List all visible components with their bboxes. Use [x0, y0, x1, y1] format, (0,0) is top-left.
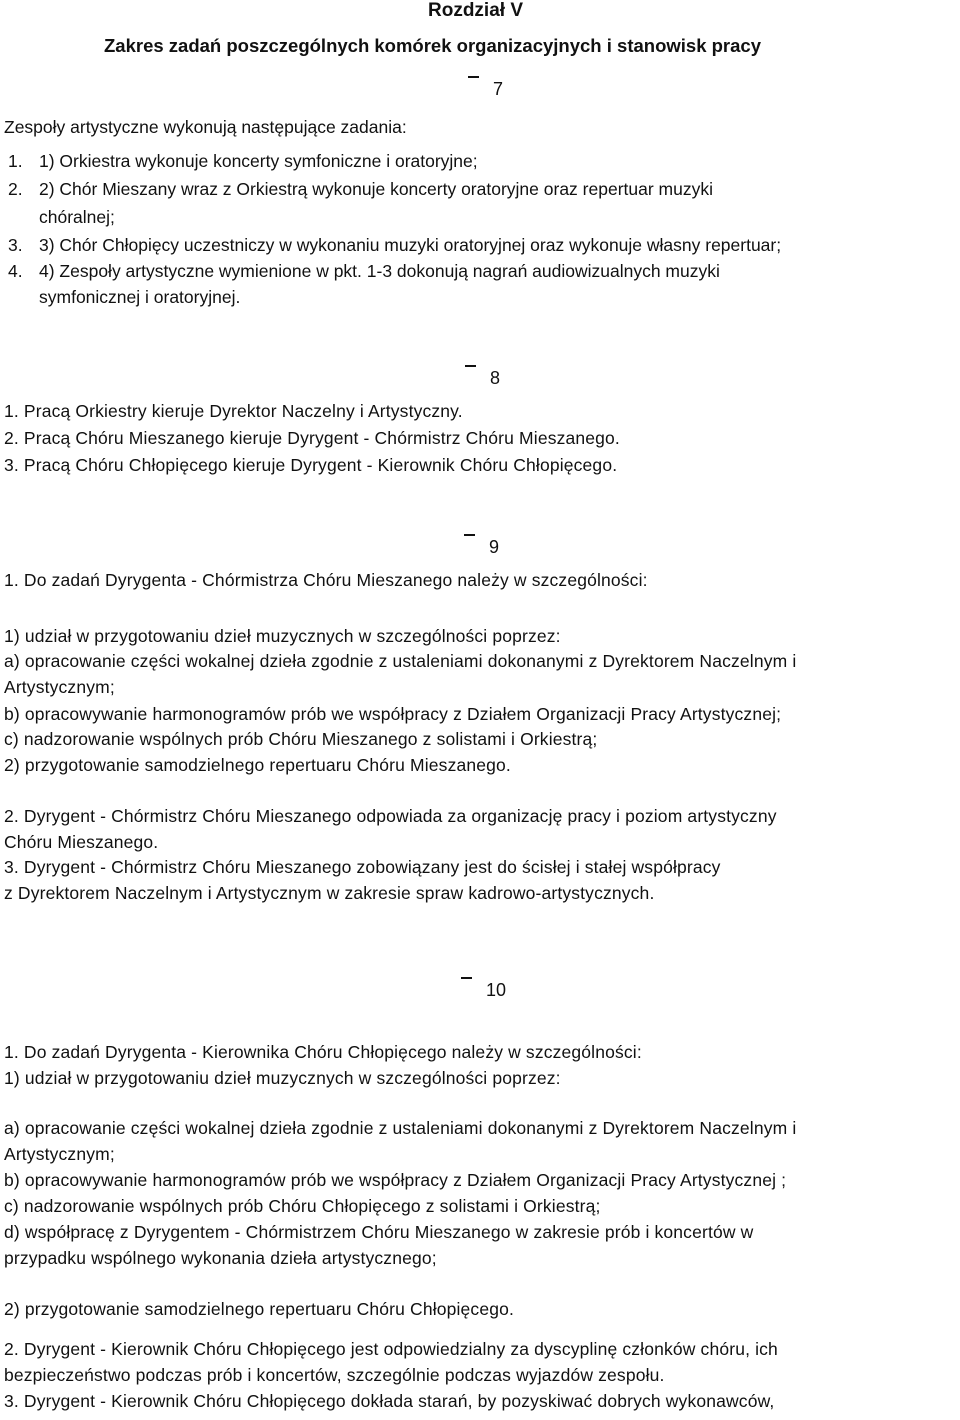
list-item-continuation: symfonicznej i oratoryjnej.	[39, 287, 241, 307]
paragraph-line: a) opracowanie części wokalnej dzieła zgodnie z ustaleniami dokonanymi z Dyrektorem Naczelnym i	[4, 1118, 797, 1138]
paragraph-line: z Dyrektorem Naczelnym i Artystycznym w zakresie spraw kadrowo-artystycznych.	[4, 883, 655, 903]
paragraph-line: Chóru Mieszanego.	[4, 832, 159, 852]
paragraph-line: b) opracowywanie harmonogramów prób we współpracy z Działem Organizacji Pracy Artystycznej ;	[4, 1170, 787, 1190]
paragraph-line: 1. Pracą Orkiestry kieruje Dyrektor Naczelny i Artystyczny.	[4, 401, 463, 421]
list-item-text: 2) Chór Mieszany wraz z Orkiestrą wykonuje koncerty oratoryjne oraz repertuar muzyki	[39, 179, 713, 199]
list-item-number: 4.	[8, 261, 23, 281]
paragraph-line: c) nadzorowanie wspólnych prób Chóru Mieszanego z solistami i Orkiestrą;	[4, 729, 598, 749]
paragraph-line: 1) udział w przygotowaniu dzieł muzycznych w szczególności poprzez:	[4, 1068, 561, 1088]
section-8-number: 8	[465, 365, 500, 389]
paragraph-line: 1. Do zadań Dyrygenta - Kierownika Chóru Chłopięcego należy w szczególności:	[4, 1042, 642, 1062]
paragraph-line: 3. Dyrygent - Kierownik Chóru Chłopięcego dokłada starań, by pozyskiwać dobrych wykonawców,	[4, 1391, 775, 1411]
paragraph-line: Artystycznym;	[4, 677, 115, 697]
paragraph-line: 1) udział w przygotowaniu dzieł muzycznych w szczególności poprzez:	[4, 626, 561, 646]
paragraph-line: 3. Dyrygent - Chórmistrz Chóru Mieszanego zobowiązany jest do ścisłej i stałej współpracy	[4, 857, 721, 877]
list-item-text: 3) Chór Chłopięcy uczestniczy w wykonaniu muzyki oratoryjnej oraz wykonuje własny repertuar;	[39, 235, 782, 255]
list-item-number: 1.	[8, 151, 23, 171]
list-item-text: 4) Zespoły artystyczne wymienione w pkt. 1-3 dokonują nagrań audiowizualnych muzyki	[39, 261, 720, 281]
section-9-number: 9	[464, 534, 499, 558]
section-10-number: 10	[461, 977, 506, 1001]
paragraph-line: 3. Pracą Chóru Chłopięcego kieruje Dyrygent - Kierownik Chóru Chłopięcego.	[4, 455, 618, 475]
list-item-text: 1) Orkiestra wykonuje koncerty symfoniczne i oratoryjne;	[39, 151, 478, 171]
paragraph-line: c) nadzorowanie wspólnych prób Chóru Chłopięcego z solistami i Orkiestrą;	[4, 1196, 601, 1216]
section-7-number: 7	[468, 76, 503, 100]
paragraph-line: 2. Dyrygent - Chórmistrz Chóru Mieszanego odpowiada za organizację pracy i poziom artystyczny	[4, 806, 777, 826]
paragraph-line: b) opracowywanie harmonogramów prób we współpracy z Działem Organizacji Pracy Artystycznej;	[4, 704, 782, 724]
paragraph-line: d) współpracę z Dyrygentem - Chórmistrzem Chóru Mieszanego w zakresie prób i koncertów w	[4, 1222, 754, 1242]
paragraph-line: 2) przygotowanie samodzielnego repertuaru Chóru Mieszanego.	[4, 755, 511, 775]
paragraph-line: Artystycznym;	[4, 1144, 115, 1164]
paragraph-line: 2. Pracą Chóru Mieszanego kieruje Dyrygent - Chórmistrz Chóru Mieszanego.	[4, 428, 620, 448]
list-item-number: 3.	[8, 235, 23, 255]
paragraph-line: 2) przygotowanie samodzielnego repertuaru Chóru Chłopięcego.	[4, 1299, 514, 1319]
section-7-intro: Zespoły artystyczne wykonują następujące zadania:	[4, 117, 407, 137]
chapter-title: Rozdział V	[428, 0, 524, 21]
paragraph-line: bezpieczeństwo podczas prób i koncertów, szczególnie podczas wyjazdów zespołu.	[4, 1365, 665, 1385]
paragraph-line: a) opracowanie części wokalnej dzieła zgodnie z ustaleniami dokonanymi z Dyrektorem Naczelnym i	[4, 651, 797, 671]
paragraph-line: 2. Dyrygent - Kierownik Chóru Chłopięcego jest odpowiedzialny za dyscyplinę członków chóru, ich	[4, 1339, 778, 1359]
paragraph-line: 1. Do zadań Dyrygenta - Chórmistrza Chóru Mieszanego należy w szczególności:	[4, 570, 648, 590]
paragraph-line: przypadku wspólnego wykonania dzieła artystycznego;	[4, 1248, 437, 1268]
list-item-number: 2.	[8, 179, 23, 199]
list-item-continuation: chóralnej;	[39, 207, 115, 227]
chapter-subtitle: Zakres zadań poszczególnych komórek organizacyjnych i stanowisk pracy	[104, 35, 761, 56]
